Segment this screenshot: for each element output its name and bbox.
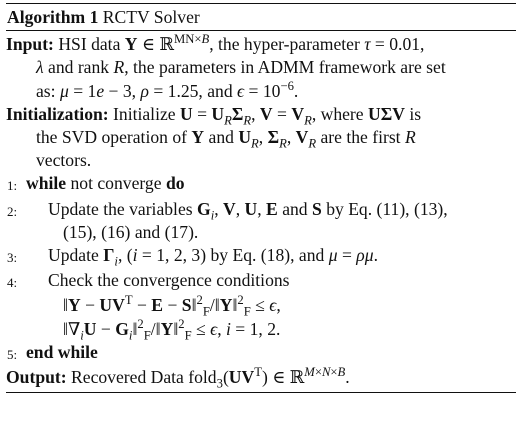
- step-text: Check the convergence conditions: [48, 270, 290, 291]
- step-1: [6, 172, 512, 197]
- step-5: [6, 341, 512, 366]
- condition-2: $‖\nabla_iU$ − $G_i‖^2_F/‖Y‖^2_F \le \epsilon$, i = 1, 2.: [63, 316, 281, 343]
- input-label: Input:: [6, 34, 54, 55]
- step-text: end while: [26, 341, 98, 362]
- step-text: Update $\Gamma_i$, (i = 1, 2, 3) by Eq. (18), and μ = ρμ.: [48, 245, 378, 269]
- input-text: HSI data Y ∈ ℝ$^{MN\times B}$, the hyper-parameter τ = 0.01, λ and rank R, the parameters in ADMM framework are set as: μ = 1e − 3, ρ = 1.25, and $\epsilon = 10^{-6}$.: [36, 32, 446, 101]
- step-4: [6, 269, 512, 294]
- output-text: Recovered Data $fold_3(UV^T)$ ∈ ℝ$^{M\times N\times B}$.: [71, 365, 350, 391]
- output-section: [6, 366, 512, 389]
- algorithm-title: [6, 4, 516, 30]
- step-text: Update the variables $G_i$, V, U, E and S by Eq. (11), (13), (15), (16) and (17).: [48, 198, 448, 242]
- algorithm-body: [6, 31, 516, 389]
- input-section: [6, 33, 512, 103]
- step-text: while not converge do: [26, 173, 185, 194]
- algorithm-box: [6, 3, 516, 393]
- initialization-text: Initialize $U = U_R\Sigma_R$, $V = V_R$, where UΣV is the SVD operation of Y and $U_R$, $\Sigma_R$, $V_R$ are the first R vectors.: [36, 103, 422, 171]
- initialization-label: Initialization:: [6, 103, 109, 124]
- step-3: [6, 244, 512, 269]
- algorithm-name: RCTV Solver: [102, 7, 200, 27]
- condition-1: ‖Y − $UV^T - E$ − S‖$^2_F$/‖Y‖$^2_F$ ≤ ϵ,: [63, 293, 281, 319]
- output-label: Output:: [6, 367, 67, 388]
- initialization-section: [6, 103, 512, 173]
- step-number: 1:: [7, 178, 18, 194]
- step-number: 5:: [7, 346, 18, 362]
- step-2: [6, 198, 512, 244]
- step-number: 4:: [7, 275, 18, 291]
- step-number: 2:: [7, 203, 18, 219]
- step-number: 3:: [7, 250, 18, 266]
- bottom-rule: [6, 392, 516, 393]
- algorithm-label: Algorithm 1: [7, 7, 99, 27]
